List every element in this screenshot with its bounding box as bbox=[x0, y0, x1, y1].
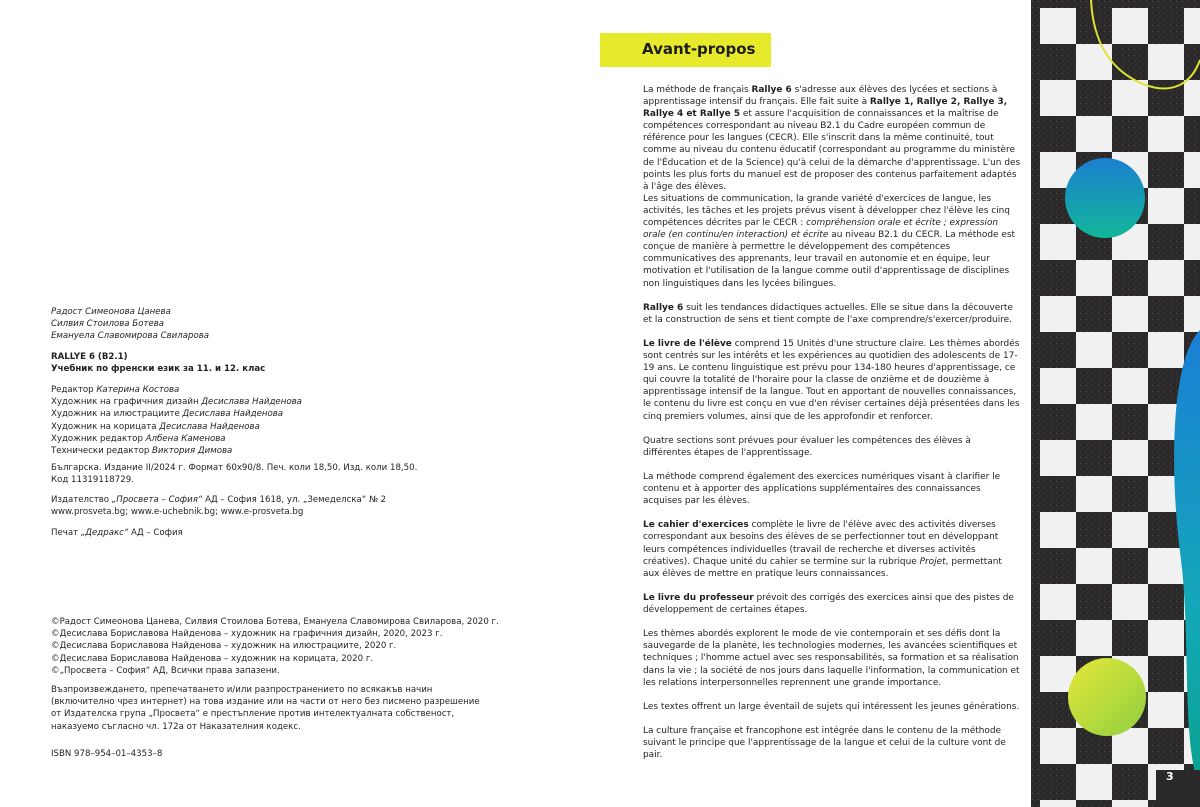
copyright-block bbox=[51, 616, 499, 677]
checker-square bbox=[1040, 224, 1076, 260]
checker-square bbox=[1040, 296, 1076, 332]
checker-square bbox=[1040, 440, 1076, 476]
checker-square bbox=[1076, 476, 1112, 512]
publisher-websites: www.prosveta.bg; www.e-uchebnik.bg; www.e-prosveta.bg bbox=[51, 507, 304, 518]
legal-line: Възпроизвеждането, препечатването и/или разпространението по всякакъв начин bbox=[51, 685, 433, 695]
decorative-artwork bbox=[1031, 0, 1200, 807]
checker-square bbox=[1148, 692, 1184, 728]
legal-notice-block bbox=[51, 684, 480, 733]
credits-block bbox=[51, 384, 302, 457]
heading-banner bbox=[600, 33, 771, 67]
author-name: Силвия Стоилова Ботева bbox=[51, 319, 165, 330]
paragraph: Les textes offrent un large éventail de sujets qui intéressent les jeunes générations. bbox=[643, 701, 1020, 712]
teal-circle bbox=[1065, 158, 1145, 238]
credit-line: Художник на графичния дизайн Десислава Найденова bbox=[51, 397, 302, 408]
checker-square bbox=[1112, 80, 1148, 116]
checker-square bbox=[1112, 296, 1148, 332]
paragraph: Quatre sections sont prévues pour évaluer les compétences des élèves à différentes étapes de l'apprentissage. bbox=[643, 435, 971, 458]
authors-block bbox=[51, 306, 209, 343]
paragraph: La culture française et francophone est intégrée dans le contenu de la méthode suivant le principe que l'apprentissage de la langue et celui de la culture vont de pair. bbox=[643, 725, 1006, 761]
page-number-tab bbox=[1156, 770, 1200, 807]
legal-line: наказуемо съгласно чл. 172а от Наказателния кодекс. bbox=[51, 721, 301, 732]
checker-square bbox=[1076, 404, 1112, 440]
paragraph: Le livre du professeur prévoit des corrigés des exercices ainsi que des pistes de développement de certaines étapes. bbox=[643, 592, 1014, 616]
book-subtitle: Учебник по френски език за 11. и 12. клас bbox=[51, 364, 266, 375]
paragraph: Le livre de l'élève comprend 15 Unités d'une structure claire. Les thèmes abordés sont centrés sur les intérêts et les expériences au quotidien des adolescents de 17-19 ans. Le contenu linguistique est prévu pour 134-180 heures d'apprentissage, ce qui couvre la totalité de l'horaire pour la classe de onzième et de douzième à apprentissage intensif de la langue. Tout en apportant de nouvelles connaissances, le contenu du livre est conçu en vue d'en réviser certaines déjà présentées dans les cinq premiers volumes, ainsi que de les approfondir et renforcer. bbox=[643, 338, 1020, 422]
publisher-block bbox=[51, 494, 386, 518]
paragraph: La méthode comprend également des exercices numériques visant à clarifier le contenu et à apporter des applications supplémentaires des connaissances acquises par les élèves. bbox=[643, 472, 1001, 507]
credit-line: Художник на корицата Десислава Найденова bbox=[51, 421, 260, 432]
checker-square bbox=[1184, 8, 1200, 44]
checker-square bbox=[1040, 728, 1076, 764]
copyright-line: ©Радост Симеонова Цанева, Силвия Стоилова Ботева, Емануела Славомирова Свиларова, 2020 г. bbox=[51, 617, 499, 627]
checker-square bbox=[1148, 548, 1184, 584]
credit-line: Художник редактор Албена Каменова bbox=[51, 433, 226, 444]
page-number: 3 bbox=[1166, 770, 1174, 783]
credit-line: Технически редактор Виктория Димова bbox=[51, 446, 233, 457]
checker-square bbox=[1076, 764, 1112, 800]
checker-square bbox=[1112, 512, 1148, 548]
checker-square bbox=[1184, 152, 1200, 188]
checker-square bbox=[1040, 8, 1076, 44]
copyright-line: ©„Просвета – София“ АД, Всички права запазени. bbox=[51, 665, 280, 676]
checker-square bbox=[1184, 80, 1200, 116]
credit-line: Художник на илюстрациите Десислава Найденова bbox=[51, 409, 284, 420]
paragraph: Les thèmes abordés explorent le mode de vie contemporain et ses défis dont la sauvegarde de la planète, les technologies modernes, les avancées scientifiques et techniques ; l'homme actuel avec ses responsabilités, sa formation et sa réalisation dans la vie ; la société de nos jours dans laquelle l'information, la communication et les relations interpersonnelles reprennent une grande importance. bbox=[643, 629, 1020, 688]
edition-info: Българска. Издание II/2024 г. Формат 60х90/8. Печ. коли 18,50. Изд. коли 18,50. bbox=[51, 463, 418, 473]
book-title-block bbox=[51, 351, 265, 375]
legal-line: (включително чрез интернет) на това издание или на части от него без писмено разрешение bbox=[51, 697, 480, 708]
checker-square bbox=[1076, 332, 1112, 368]
checker-square bbox=[1148, 332, 1184, 368]
checker-square bbox=[1076, 620, 1112, 656]
author-name: Радост Симеонова Цанева bbox=[51, 307, 171, 317]
copyright-line: ©Десислава Бориславова Найденова – художник на графичния дизайн, 2020, 2023 г. bbox=[51, 629, 443, 640]
checker-square bbox=[1112, 800, 1148, 807]
product-code: Код 11319118729. bbox=[51, 475, 134, 486]
checker-square bbox=[1184, 296, 1200, 332]
isbn-block bbox=[51, 748, 162, 760]
legal-line: от Издателска група „Просвета“ е престъпление против интелектуалната собственост, bbox=[51, 709, 455, 720]
checker-square bbox=[1040, 368, 1076, 404]
checker-square bbox=[1040, 80, 1076, 116]
book-title: RALLYE 6 (B2.1) bbox=[51, 352, 128, 362]
checker-square bbox=[1040, 584, 1076, 620]
printer-block bbox=[51, 527, 183, 539]
isbn: ISBN 978–954–01–4353–8 bbox=[51, 749, 163, 759]
checker-square bbox=[1112, 368, 1148, 404]
paragraph: Le cahier d'exercices complète le livre de l'élève avec des activités diverses correspondant aux besoins des élèves de se perfectionner tout en développant leurs compétences individuelles (travail de recherche et diverses activités créatives). Chaque unité du cahier se termine sur la rubrique Projet, permettant aux élèves de mettre en pratique leurs connaissances. bbox=[643, 520, 1002, 579]
checker-square bbox=[1148, 44, 1184, 80]
checker-square bbox=[1148, 188, 1184, 224]
checker-square bbox=[1148, 620, 1184, 656]
publisher-line: Издателство „Просвета – София“ АД – София 1618, ул. „Земеделска“ № 2 bbox=[51, 495, 387, 505]
checker-square bbox=[1148, 260, 1184, 296]
checker-square bbox=[1076, 44, 1112, 80]
checker-square bbox=[1076, 260, 1112, 296]
page-title: Avant-propos bbox=[642, 40, 756, 58]
checker-square bbox=[1040, 512, 1076, 548]
paragraph: Rallye 6 suit les tendances didactiques actuelles. Elle se situe dans la découverte et la construction de sens et tient compte de l'axe comprendre/s'exercer/produire. bbox=[643, 302, 1013, 325]
edition-block bbox=[51, 462, 417, 486]
checker-square bbox=[1112, 8, 1148, 44]
paragraph: La méthode de français Rallye 6 s'adresse aux élèves des lycées et sections à apprentissage intensif du français. Elle fait suite à Rallye 1, Rallye 2, Rallye 3, Rallye 4 et Rallye 5 et assure l'acquisition de connaissances et la maîtrise de compétences correspondant au niveau B2.1 du Cadre européen commun de référence pour les langues (CECR). Elle s'inscrit dans la même continuité, tout comme au niveau du contenu éducatif (correspondant au programme du ministère de l'Éducation et de la Science) qu'à celui de la démarche d'apprentissage. L'un des points les plus forts du manuel est de proposer des contenus parfaitement adaptés à l'âge des élèves. Les situations de communication, la grande variété d'exercices de langue, les activités, les tâches et les projets prévus visent à développer chez l'élève les cinq compétences décrites par le CECR : compréhension orale et écrite ; expression orale (en continu/en interaction) et écrite au niveau B2.1 du CECR. La méthode est conçue de manière à permettre le développement des compétences communicatives des apprenants, leur travail en autonomie et en équipe, leur motivation et l'utilisation de la langue comme outil d'apprentissage de disciplines non linguistiques dans les lycées bilingues. bbox=[643, 85, 1021, 289]
lime-circle bbox=[1068, 658, 1146, 736]
checker-square bbox=[1112, 440, 1148, 476]
copyright-line: ©Десислава Бориславова Найденова – художник на илюстрациите, 2020 г. bbox=[51, 641, 397, 652]
checker-square bbox=[1040, 800, 1076, 807]
printer-line: Печат „Дедракс“ АД – София bbox=[51, 528, 183, 538]
decorative-strip bbox=[1031, 0, 1200, 807]
credit-line: Редактор Катерина Костова bbox=[51, 385, 180, 395]
foreword-text bbox=[643, 84, 1021, 773]
checker-square bbox=[1076, 548, 1112, 584]
copyright-line: ©Десислава Бориславова Найденова – художник на корицата, 2020 г. bbox=[51, 653, 374, 664]
author-name: Емануела Славомирова Свиларова bbox=[51, 331, 210, 342]
checker-square bbox=[1112, 584, 1148, 620]
checker-square bbox=[1148, 116, 1184, 152]
checker-square bbox=[1184, 224, 1200, 260]
checker-square bbox=[1076, 116, 1112, 152]
